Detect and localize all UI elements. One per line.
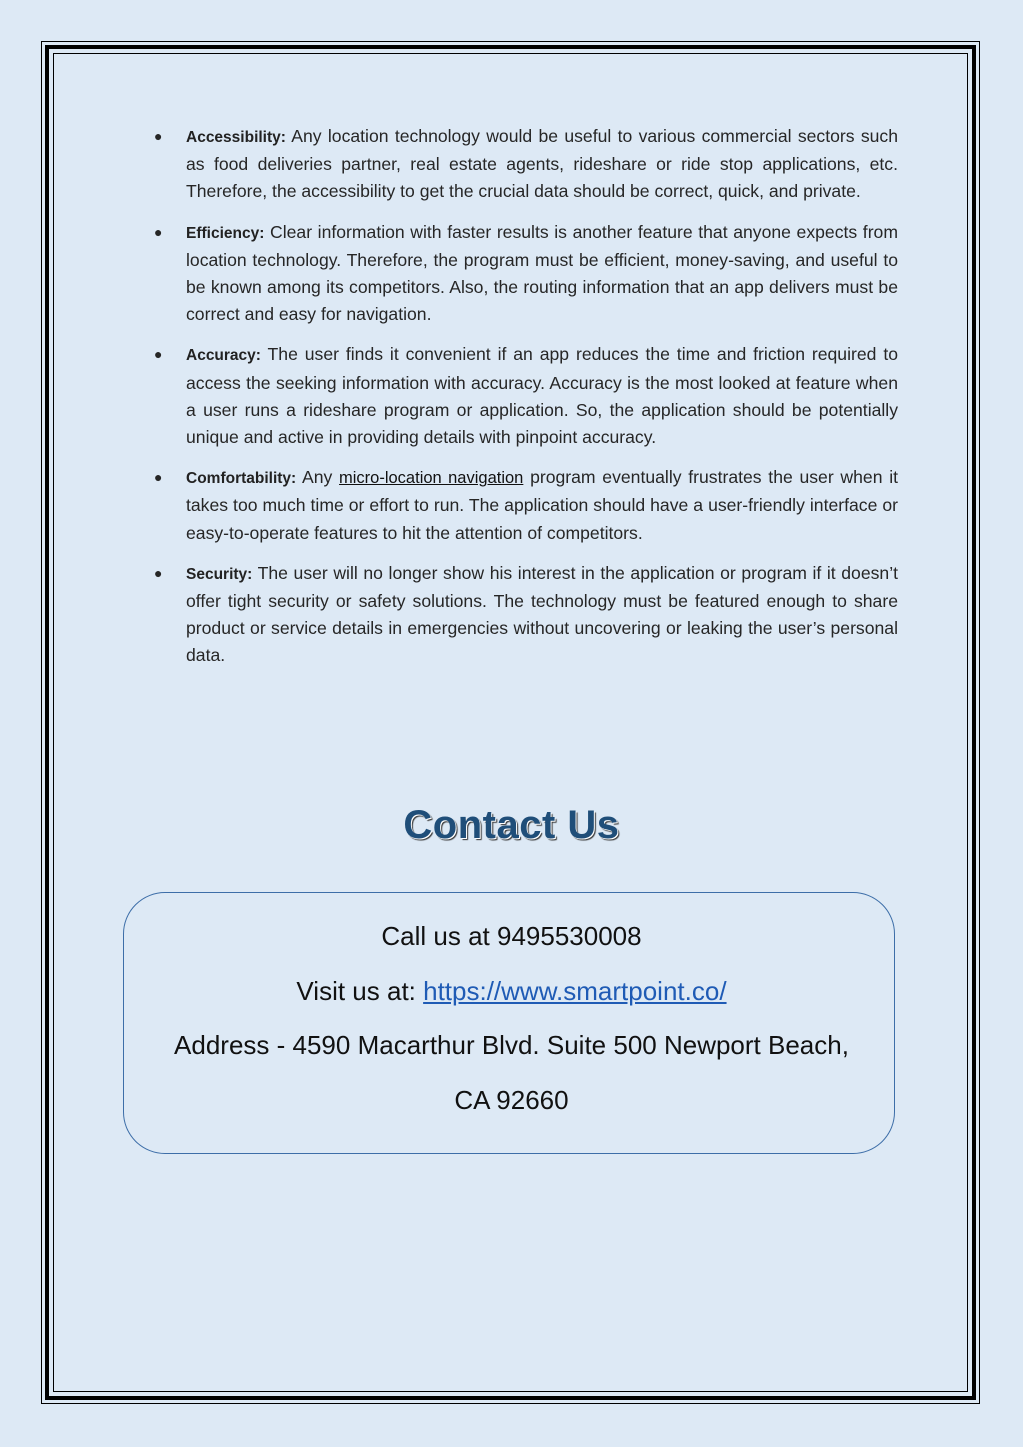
contact-phone: Call us at 9495530008 xyxy=(381,921,642,951)
bullet-text: Any location technology would be useful to various commercial sectors such as food deliveries partner, real estate agents, rideshare or ride stop applications, etc. Therefore, the accessibility to get the crucial data should be correct, quick, and private. xyxy=(186,126,898,202)
list-item-security xyxy=(150,560,898,670)
bullet-icon: ● xyxy=(154,346,163,363)
bullet-term: Accuracy: xyxy=(186,347,261,365)
bullet-term: Security: xyxy=(186,565,253,583)
bullet-text: The user finds it convenient if an app reduces the time and friction required to access the seeking information with accuracy. Accuracy is the most looked at feature when a user runs a rideshare program or application. So, the application should be potentially unique and active in providing details with pinpoint accuracy. xyxy=(186,344,898,448)
bullet-term: Accessibility: xyxy=(186,129,286,146)
bullet-icon: ● xyxy=(154,564,163,581)
bullet-icon: ● xyxy=(154,469,163,486)
bullet-icon: ● xyxy=(154,223,163,240)
list-item-comfortability xyxy=(150,464,898,547)
bullet-text-before: Any xyxy=(296,467,340,488)
bullet-term: Efficiency: xyxy=(186,224,265,242)
contact-address-line1: Address - 4590 Macarthur Blvd. Suite 500 Newport Beach, xyxy=(174,1030,849,1060)
contact-website-label: Visit us at: xyxy=(296,976,424,1006)
bullet-icon: ● xyxy=(154,128,163,144)
list-item-accessibility xyxy=(150,123,898,206)
contact-address-line2: CA 92660 xyxy=(454,1085,569,1115)
website-link[interactable]: https://www.smartpoint.co/ xyxy=(423,976,727,1006)
contact-heading: Contact Us xyxy=(403,803,620,847)
list-item-accuracy xyxy=(150,341,898,451)
feature-list xyxy=(150,123,898,683)
bullet-text: The user will no longer show his interest in the application or program if it doesn’t offer tight security or safety solutions. The technology must be featured enough to share product or service details in emergencies without uncovering or leaking the user’s personal data. xyxy=(186,562,898,666)
bullet-text: Clear information with faster results is another feature that anyone expects from location technology. Therefore, the program must be efficient, money-saving, and useful to be known among its competitors. Also, the routing information that an app delivers must be correct and easy for navigation. xyxy=(186,221,898,325)
bullet-term: Comfortability: xyxy=(186,470,297,488)
list-item-efficiency xyxy=(150,219,898,329)
micro-location-link[interactable]: micro-location navigation xyxy=(339,469,524,488)
bullet-text: program eventually frustrates the user when it takes too much time or effort to run. The application should have a user-friendly interface or easy-to-operate features to hit the attention of competitors. xyxy=(186,467,899,543)
contact-website-line xyxy=(0,976,1023,1007)
